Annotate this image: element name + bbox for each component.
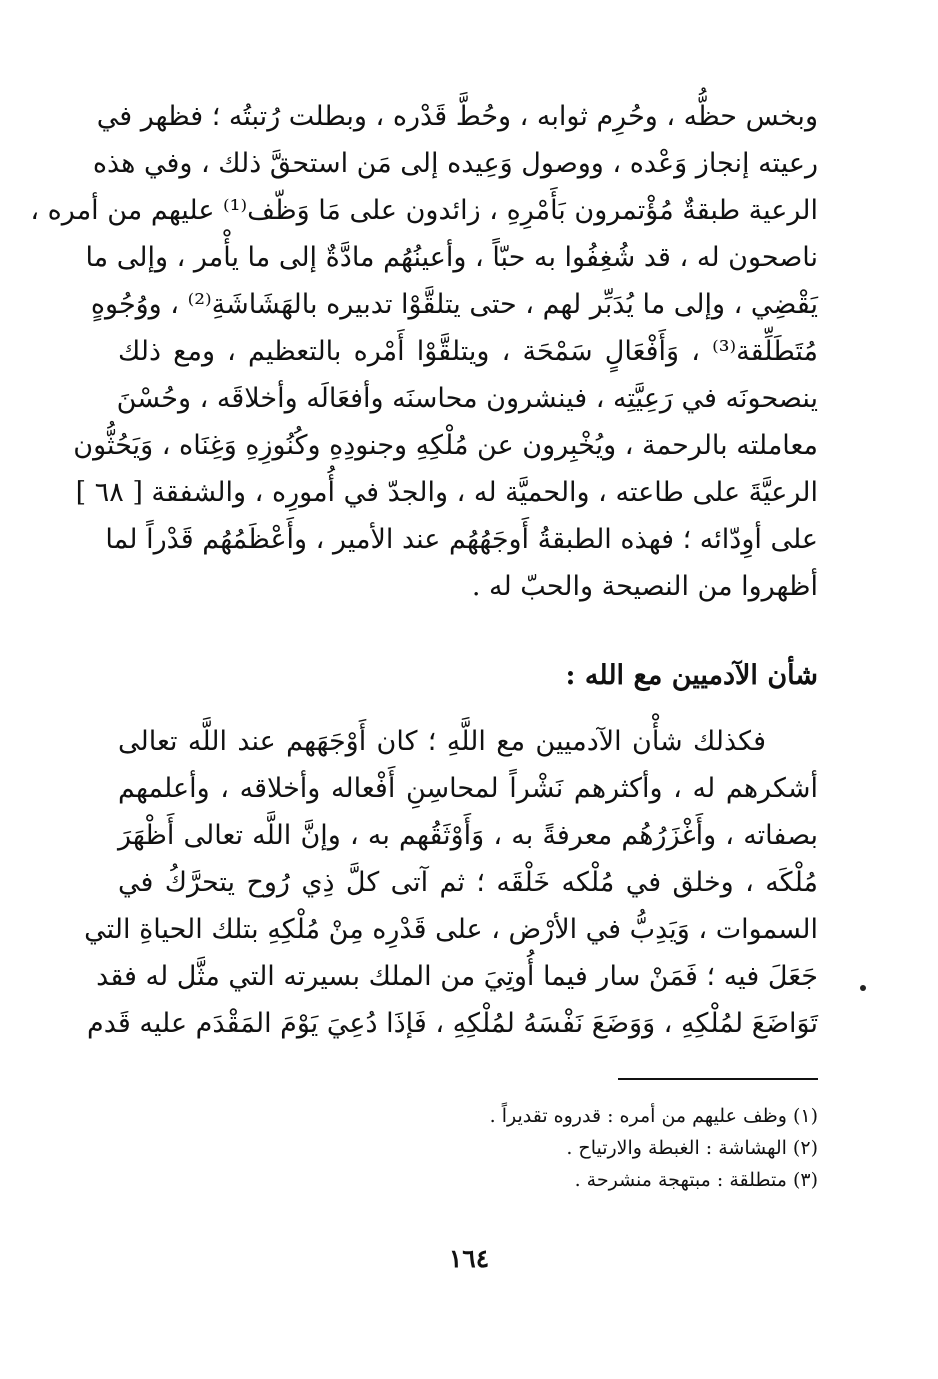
text-line: السموات ، وَيَدِبُّ في الأرْض ، على قَدْرِه مِنْ مُلْكِهِ بتلك الحياةِ التي — [84, 914, 818, 945]
footnote: (١) وظف عليهم من أمره : قدروه تقديراً . — [489, 1105, 818, 1127]
text-line: فكذلك شأْن الآدميين مع اللَّهِ ؛ كان أَوْجَهَهم عند اللَّه تعالى — [118, 726, 766, 757]
text-line: تَوَاضَعَ لمُلْكِهِ ، وَوَضَعَ نَفْسَهُ لمُلْكِهِ ، فَإذَا دُعِيَ يَوْمَ المَقْدَم عليه قَدم — [87, 1008, 818, 1039]
text-line: جَعَلَ فيه ؛ فَمَنْ سار فيما أُوتِيَ من الملك بسيرته التي مثَّل له فقد — [96, 961, 818, 992]
page-number: ١٦٤ — [448, 1244, 490, 1273]
text-line: بصفاته ، وأَغْزَرُهُم معرفةً به ، وَأَوْثَقُهم به ، وإنَّ اللَّه تعالى أَظْهَرَ — [118, 820, 818, 851]
footnote: (٣) متطلقة : مبتهجة منشرحة . — [574, 1169, 818, 1191]
text-line: رعيته إنجاز وَعْده ، ووصول وَعِيده إلى مَن استحقَّ ذلك ، وفي هذه — [92, 148, 818, 179]
paragraph-1 — [30, 93, 818, 610]
text-line: مُتَطَلِّقة⁽³⁾ ، وَأَفْعَالٍ سَمْحَة ، ويتلقَّوْا أَمْره بالتعظيم ، ومع ذلك — [118, 336, 818, 367]
text-line: ينصحونَه في رَعِيَّتِه ، فينشرون محاسنَه وأفعَالَه وأخلاقَه ، وحُسْنَ — [116, 383, 818, 414]
paragraph-2 — [84, 718, 818, 1047]
text-line: الرعيَّةَ على طاعته ، والحميَّة له ، والجدّ في أُمورِه ، والشفقة [ ٦٨ ] — [75, 477, 818, 508]
text-line: وبخس حظُّه ، وحُرِم ثوابه ، وحُطَّ قَدْره ، وبطلت رُتبتُه ؛ فظهر في — [96, 101, 818, 132]
text-line: على أوِدّائه ؛ فهذه الطبقةُ أَوجَهُهُم عند الأمير ، وأَعْظَمُهُم قَدْراً لما — [105, 524, 818, 555]
section-heading: شأن الآدميين مع الله : — [565, 660, 818, 691]
text-line: أظهروا من النصيحة والحبّ له . — [471, 571, 818, 602]
footnote: (٢) الهشاشة : الغبطة والارتياح . — [566, 1137, 818, 1159]
text-line: معاملته بالرحمة ، ويُخْبِرون عن مُلْكِهِ وجنودِهِ وكُنُوزِهِ وَغِنَاه ، وَيَحُثُّون — [73, 430, 818, 461]
footnotes — [118, 1100, 818, 1196]
text-line: أشكرهم له ، وأكثرهم نَشْراً لمحاسِنِ أَفْعاله وأخلاقه ، وأعلمهم — [118, 773, 818, 804]
margin-dot — [860, 985, 866, 991]
text-line: مُلْكَه ، وخلق في مُلْكه خَلْقَه ؛ ثم آتى كلَّ ذِي رُوح يتحرَّكُ في — [118, 867, 818, 898]
text-line: يَقْضِي ، وإلى ما يُدَبِّر لهم ، حتى يتلقَّوْا تدبيره بالهَشَاشَةِ⁽²⁾ ، ووُجُوهٍ — [90, 289, 818, 320]
text-line: ناصحون له ، قد شُغِفُوا به حبّاً ، وأعينُهُم مادَّةٌ إلى ما يأْمر ، وإلى ما — [85, 242, 818, 273]
text-line: الرعية طبقةٌ مُؤْتمرون بَأَمْرِهِ ، زائدون على مَا وَظّف⁽¹⁾ عليهم من أمره ، — [30, 195, 818, 226]
footnote-divider — [618, 1078, 818, 1080]
